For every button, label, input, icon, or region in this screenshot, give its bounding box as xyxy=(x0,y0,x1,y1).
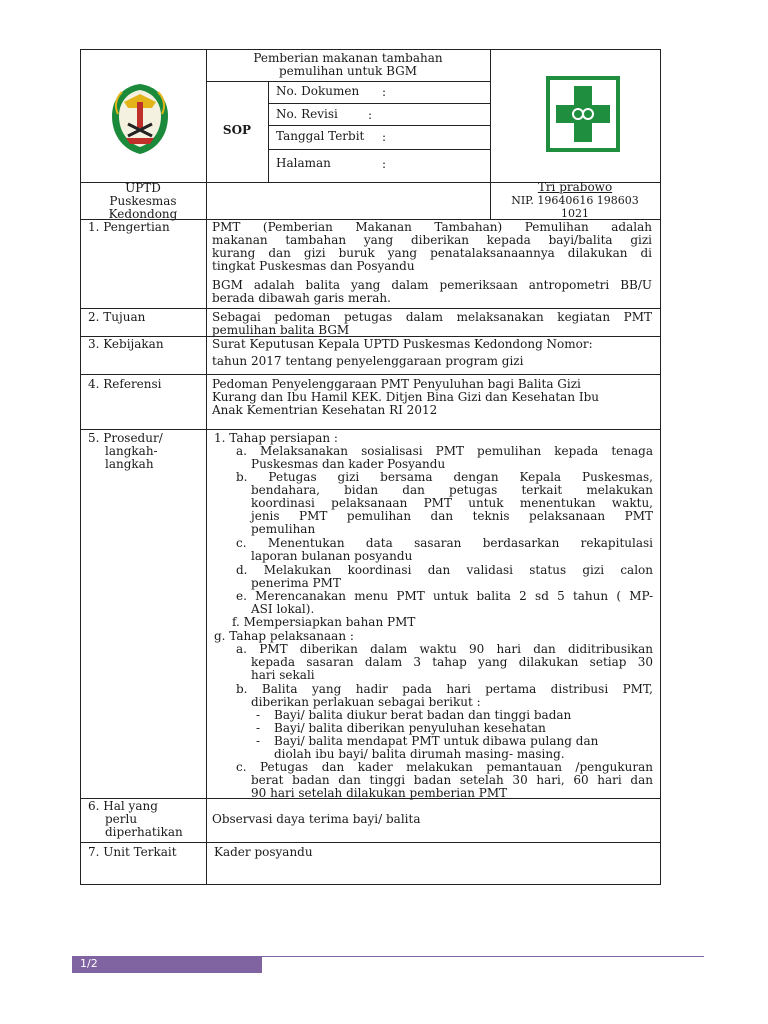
s2a-line3: hari sekali xyxy=(251,668,315,682)
stage1-heading: 1. Tahap persiapan : xyxy=(214,431,338,445)
field-halaman: Halaman xyxy=(276,156,331,170)
bullet-item-1: Bayi/ balita diukur berat badan dan tinggi badan xyxy=(274,708,572,722)
pengertian-p1-line4: tingkat Puskesmas dan Posyandu xyxy=(212,259,415,273)
signer-nip-line2: 1021 xyxy=(561,207,589,220)
table-bottom-border xyxy=(80,884,661,885)
s1a-line1: a. Melaksanakan sosialisasi PMT pemulihan kepada tenaga xyxy=(236,444,653,458)
stage2-heading: g. Tahap pelaksanaan : xyxy=(214,629,354,643)
footer-page-bar xyxy=(72,956,262,973)
s1b-line4: jenis PMT pemulihan dan teknis pelaksanaan PMT xyxy=(251,509,653,523)
table-left-border xyxy=(80,49,81,885)
s1e-line2: ASI lokal). xyxy=(251,602,315,616)
pengertian-p1-line1: PMT (Pemberian Makanan Tambahan) Pemulihan adalah xyxy=(212,220,652,234)
s1c-line1: c. Menentukan data sasaran berdasarkan rekapitulasi xyxy=(236,536,653,550)
title-divider xyxy=(206,81,490,82)
s1b-line2: bendahara, bidan dan petugas terkait melakukan xyxy=(251,483,653,497)
field-halaman-colon: : xyxy=(382,157,387,171)
bullet-item-3-cont: diolah ibu bayi/ balita dirumah masing- masing. xyxy=(274,747,565,761)
s1b-line3: koordinasi pelaksanaan PMT untuk menentukan waktu, xyxy=(251,496,653,510)
unit-terkait-text: Kader posyandu xyxy=(214,845,313,859)
page-number: 1/2 xyxy=(80,957,98,970)
field-divider-2 xyxy=(268,125,490,126)
s1f-line: f. Mempersiapkan bahan PMT xyxy=(232,615,416,629)
bullet-item-2: Bayi/ balita diberikan penyuluhan kesehatan xyxy=(274,721,546,735)
label-hal-perlu-line3: diperhatikan xyxy=(105,825,183,839)
tujuan-line2: pemulihan balita BGM xyxy=(212,323,350,337)
tujuan-line1: Sebagai pedoman petugas dalam melaksanakan kegiatan PMT xyxy=(212,310,652,324)
pengertian-p2-line1: BGM adalah balita yang dalam pemeriksaan antropometri BB/U xyxy=(212,278,652,292)
s1c-line2: laporan bulanan posyandu xyxy=(251,549,413,563)
kebijakan-line1: Surat Keputusan Kepala UPTD Puskesmas Kedondong Nomor: xyxy=(212,337,593,351)
unit-name-line3: Kedondong xyxy=(108,207,178,221)
s1e-line1: e. Merencanakan menu PMT untuk balita 2 sd 5 tahun ( MP- xyxy=(236,589,653,603)
pengertian-p1-line3: kurang dan gizi buruk yang penatalaksanaannya dilakukan di xyxy=(212,246,652,260)
referensi-line3: Anak Kementrian Kesehatan RI 2012 xyxy=(212,403,438,417)
s1d-line1: d. Melakukan koordinasi dan validasi status gizi calon xyxy=(236,563,653,577)
s2a-line1: a. PMT diberikan dalam waktu 90 hari dan diditribusikan xyxy=(236,642,653,656)
regency-emblem-icon xyxy=(104,80,176,156)
label-prosedur-line2: langkah- xyxy=(105,444,158,458)
sop-title-line1: Pemberian makanan tambahan xyxy=(253,51,443,65)
field-divider-1 xyxy=(268,103,490,104)
label-pengertian: 1. Pengertian xyxy=(88,220,170,234)
signer-nip-line1: NIP. 19640616 198603 xyxy=(511,194,639,207)
row-divider-2 xyxy=(80,308,661,309)
label-kebijakan: 3. Kebijakan xyxy=(88,337,164,351)
field-tanggal-terbit-colon: : xyxy=(382,130,387,144)
referensi-line2: Kurang dan Ibu Hamil KEK. Ditjen Bina Gizi dan Kesehatan Ibu xyxy=(212,390,600,404)
label-referensi: 4. Referensi xyxy=(88,377,162,391)
referensi-line1: Pedoman Penyelenggaraan PMT Penyuluhan bagi Balita Gizi xyxy=(212,377,581,391)
label-tujuan: 2. Tujuan xyxy=(88,310,146,324)
bullet-item-3: Bayi/ balita mendapat PMT untuk dibawa pulang dan xyxy=(274,734,599,748)
pengertian-p2-line2: berada dibawah garis merah. xyxy=(212,291,391,305)
s1b-line1: b. Petugas gizi bersama dengan Kepala Puskesmas, xyxy=(236,470,653,484)
hal-perlu-text: Observasi daya terima bayi/ balita xyxy=(212,812,421,826)
col-divider-1 xyxy=(206,49,207,885)
pengertian-p1-line2: makanan tambahan yang diberikan kepada bayi/balita gizi xyxy=(212,233,652,247)
row-divider-7 xyxy=(80,842,661,843)
s2c-line3: 90 hari setelah dilakukan pemberian PMT xyxy=(251,786,508,800)
field-divider-3 xyxy=(268,149,490,150)
table-right-border xyxy=(660,49,661,885)
unit-name-line2: Puskesmas xyxy=(109,194,177,208)
sop-label: SOP xyxy=(222,123,252,137)
sop-title-line2: pemulihan untuk BGM xyxy=(279,64,417,78)
bullet-mark-3: - xyxy=(256,734,261,748)
s2c-line1: c. Petugas dan kader melakukan pemantauan /pengukuran xyxy=(236,760,653,774)
bullet-mark-2: - xyxy=(256,721,261,735)
s1a-line2: Puskesmas dan kader Posyandu xyxy=(251,457,446,471)
row-divider-5 xyxy=(80,429,661,430)
field-tanggal-terbit: Tanggal Terbit xyxy=(276,129,365,143)
s2a-line2: kepada sasaran dalam 3 tahap yang dilakukan setiap 30 xyxy=(251,655,653,669)
s2b-line1: b. Balita yang hadir pada hari pertama distribusi PMT, xyxy=(236,682,653,696)
label-unit-terkait: 7. Unit Terkait xyxy=(88,845,177,859)
label-prosedur-line1: 5. Prosedur/ xyxy=(88,431,163,445)
field-no-revisi-colon: : xyxy=(368,108,373,122)
field-no-revisi: No. Revisi xyxy=(276,107,338,121)
footer-rule xyxy=(262,956,704,957)
row-divider-4 xyxy=(80,374,661,375)
kebijakan-line2: tahun 2017 tentang penyelenggaraan program gizi xyxy=(212,354,524,368)
sop-divider xyxy=(268,81,269,182)
field-no-dokumen-colon: : xyxy=(382,85,387,99)
field-no-dokumen: No. Dokumen xyxy=(276,84,360,98)
label-prosedur-line3: langkah xyxy=(105,457,154,471)
s2c-line2: berat badan dan tinggi badan setelah 30 hari, 60 hari dan xyxy=(251,773,653,787)
s1d-line2: penerima PMT xyxy=(251,576,341,590)
label-hal-perlu-line2: perlu xyxy=(105,812,138,826)
signer-name: Tri prabowo xyxy=(537,180,613,194)
unit-name-line1: UPTD xyxy=(125,181,161,195)
s2b-line2: diberikan perlakuan sebagai berikut : xyxy=(251,695,481,709)
puskesmas-cross-icon xyxy=(546,76,620,152)
table-top-border xyxy=(80,49,661,50)
label-hal-perlu-line1: 6. Hal yang xyxy=(88,799,158,813)
s1b-line5: pemulihan xyxy=(251,522,316,536)
bullet-mark-1: - xyxy=(256,708,261,722)
